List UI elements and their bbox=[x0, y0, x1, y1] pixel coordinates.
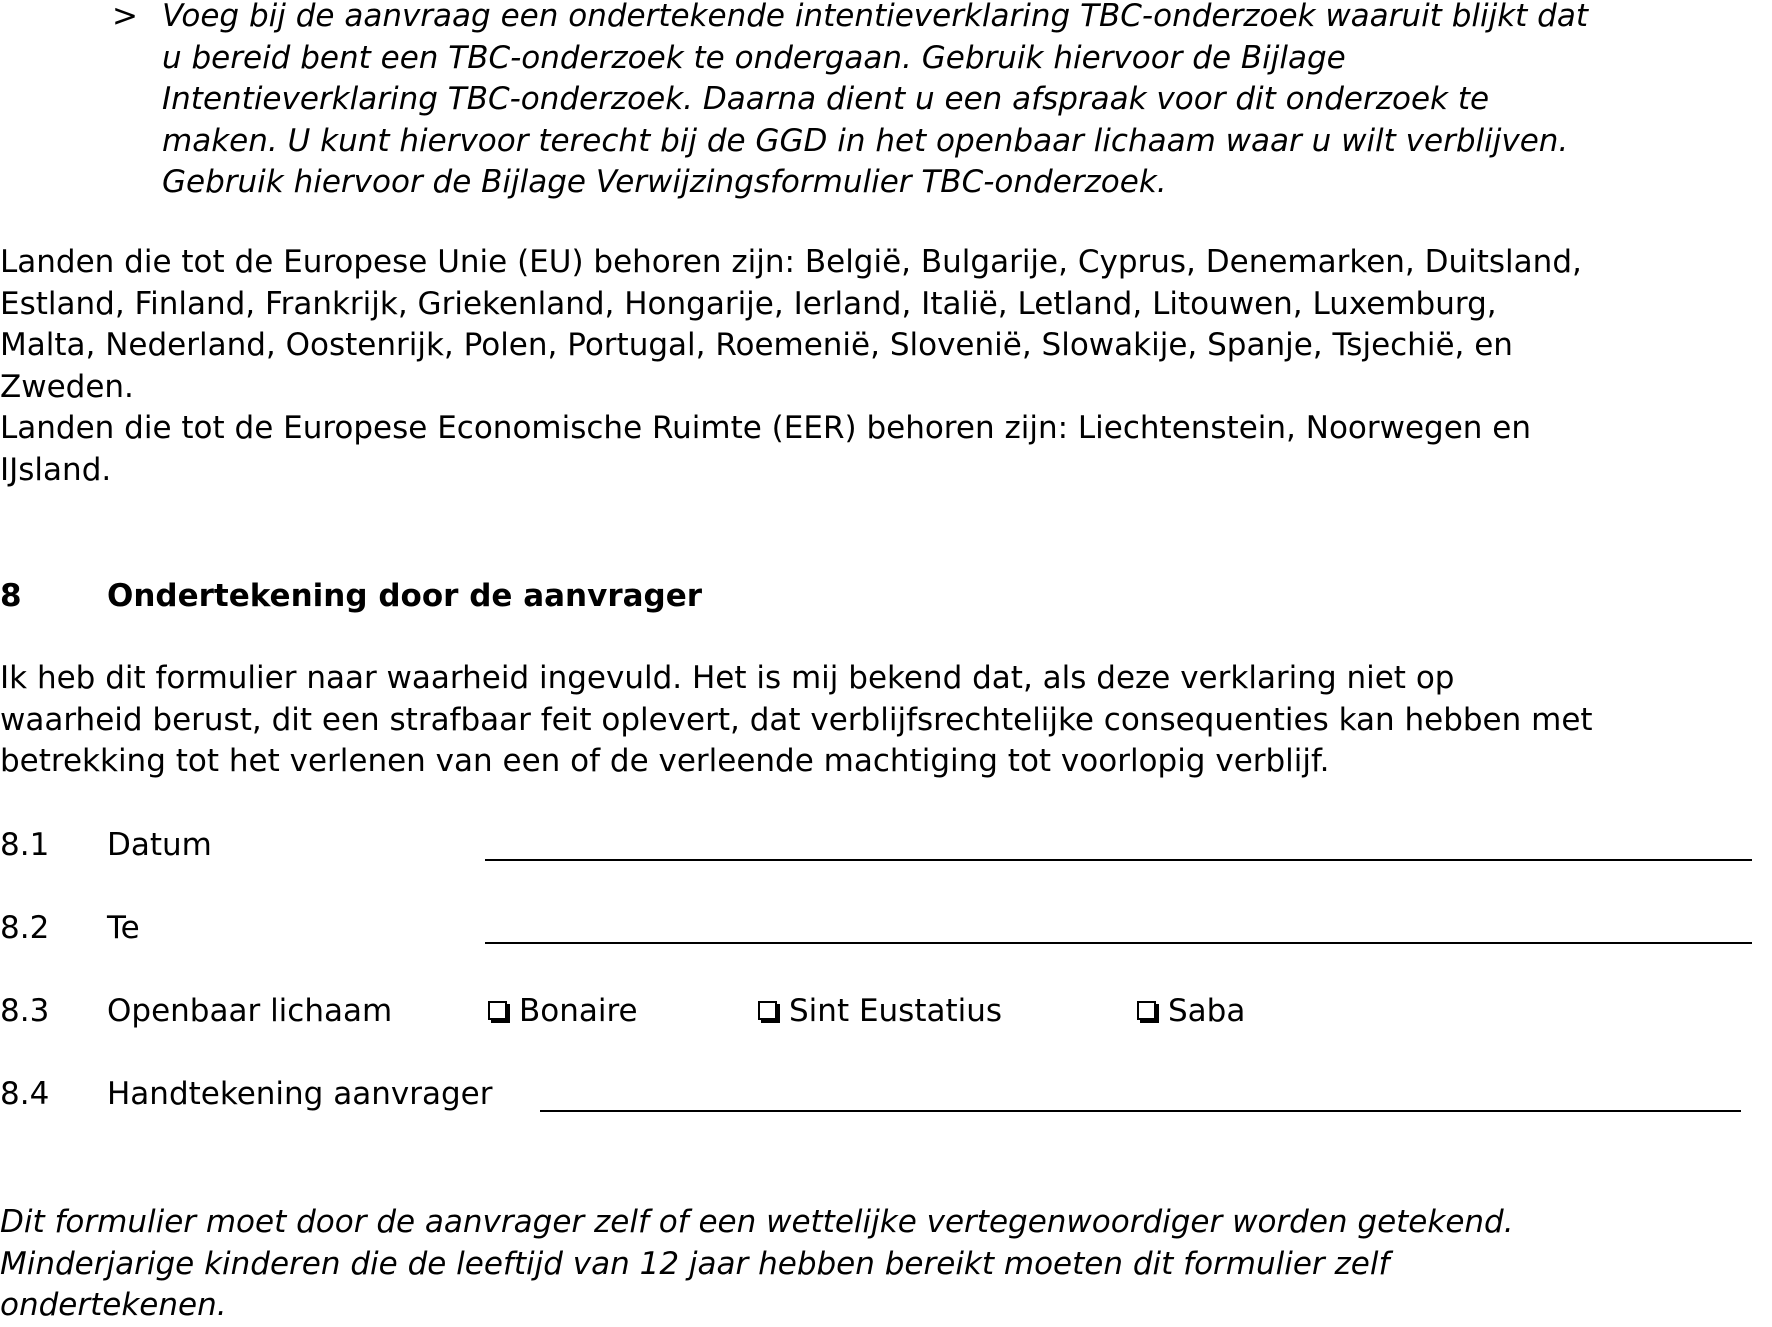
field-row-openbaar-lichaam bbox=[0, 991, 1772, 1033]
section-number: 8 bbox=[0, 578, 22, 614]
checkbox-icon[interactable] bbox=[1137, 1001, 1156, 1020]
field-row-te bbox=[0, 908, 1772, 950]
field-label-datum: Datum bbox=[107, 827, 212, 863]
option-saba[interactable] bbox=[1137, 991, 1245, 1033]
option-label: Bonaire bbox=[519, 993, 638, 1029]
field-number: 8.4 bbox=[0, 1076, 50, 1112]
signing-note: Dit formulier moet door de aanvrager zelf of een wettelijke vertegenwoordiger worden getekend. Minderjarige kinderen die de leeftijd van 12 jaar hebben bereikt moeten dit formulier zelf ondertekenen. bbox=[0, 1204, 1514, 1323]
field-row-datum bbox=[0, 825, 1772, 867]
field-label-handtekening: Handtekening aanvrager bbox=[107, 1076, 493, 1112]
field-label-te: Te bbox=[107, 910, 140, 946]
field-label-openbaar-lichaam: Openbaar lichaam bbox=[107, 993, 393, 1029]
section-title: Ondertekening door de aanvrager bbox=[107, 578, 703, 614]
signature-input-line[interactable] bbox=[540, 1110, 1741, 1112]
field-row-handtekening bbox=[0, 1074, 1772, 1116]
field-number: 8.3 bbox=[0, 993, 50, 1029]
datum-input-line[interactable] bbox=[485, 859, 1752, 861]
option-label: Sint Eustatius bbox=[789, 993, 1003, 1029]
field-number: 8.1 bbox=[0, 827, 50, 863]
field-number: 8.2 bbox=[0, 910, 50, 946]
tbc-instruction-text: Voeg bij de aanvraag een ondertekende intentieverklaring TBC-onderzoek waaruit blijkt dat u bereid bent een TBC-onderzoek te ondergaan. Gebruik hiervoor de Bijlage Intentieverklaring TBC-onderzoek. Daarna dient u een afspraak voor dit onderzoek te maken. U kunt hiervoor terecht bij de GGD in het openbaar lichaam waar u wilt verblijven. Gebruik hiervoor de Bijlage Verwijzingsformulier TBC-onderzoek. bbox=[162, 0, 1588, 200]
eu-eer-countries-paragraph: Landen die tot de Europese Unie (EU) behoren zijn: België, Bulgarije, Cyprus, Denemarken, Duitsland, Estland, Finland, Frankrijk, Griekenland, Hongarije, Ierland, Italië, Letland, Litouwen, Luxemburg, Malta, Nederland, Oostenrijk, Polen, Portugal, Roemenië, Slovenië, Slowakije, Spanje, Tsjechië, en Zweden. Landen die tot de Europese Economische Ruimte (EER) behoren zijn: Liechtenstein, Noorwegen en IJsland. bbox=[0, 244, 1582, 488]
option-sint-eustatius[interactable] bbox=[758, 991, 1002, 1033]
option-label: Saba bbox=[1168, 993, 1246, 1029]
option-bonaire[interactable] bbox=[488, 991, 638, 1033]
bullet-marker: > bbox=[112, 0, 138, 34]
checkbox-icon[interactable] bbox=[758, 1001, 777, 1020]
declaration-paragraph: Ik heb dit formulier naar waarheid ingevuld. Het is mij bekend dat, als deze verklaring niet op waarheid berust, dit een strafbaar feit oplevert, dat verblijfsrechtelijke consequenties kan hebben met betrekking tot het verlenen van een of de verleende machtiging tot voorlopig verblijf. bbox=[0, 660, 1593, 779]
te-input-line[interactable] bbox=[485, 942, 1752, 944]
checkbox-icon[interactable] bbox=[488, 1001, 507, 1020]
